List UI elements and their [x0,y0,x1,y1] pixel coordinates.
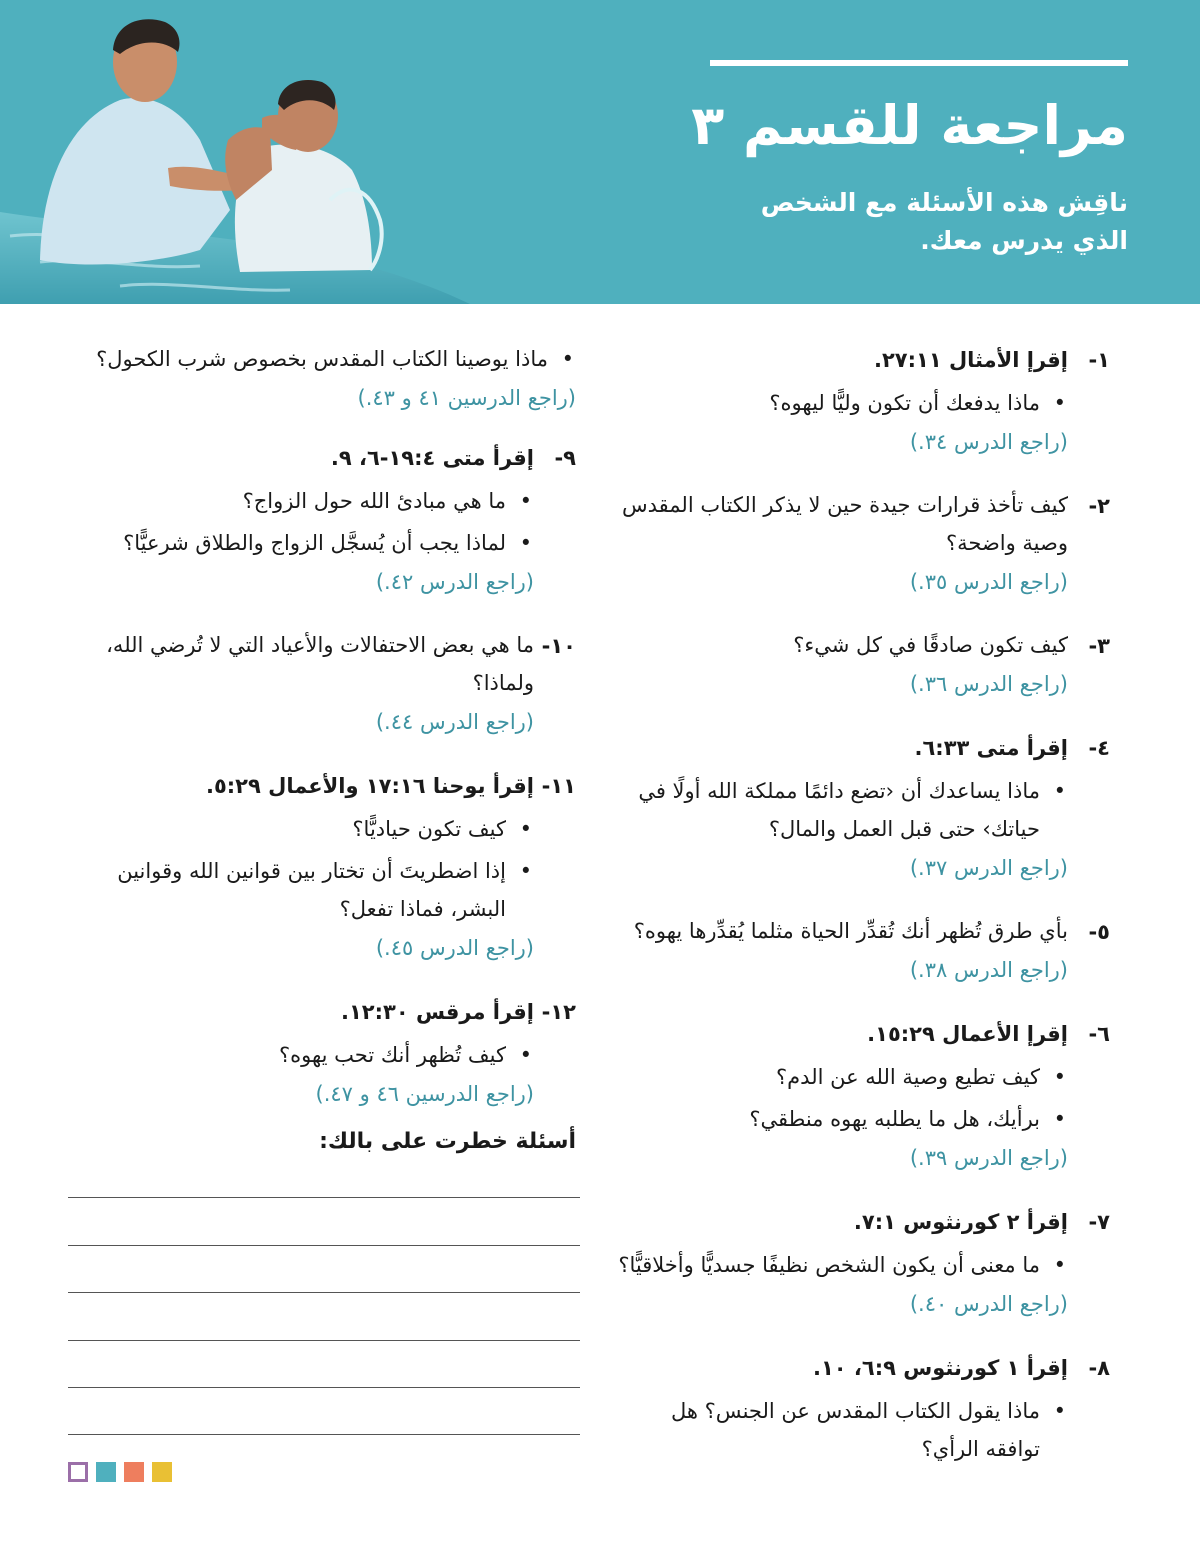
baptism-illustration [0,0,470,304]
question-bullet: • برأيك، هل ما يطلبه يهوه منطقي؟ [610,1100,1068,1138]
question-number: ٢- [1088,494,1110,518]
bullet-icon: • [1053,1399,1066,1423]
question-number: ١٢- [541,1000,576,1024]
question-number: ١٠- [541,634,576,658]
lesson-reference: (راجع الدرس ٣٨.) [909,958,1068,982]
bullet-icon: • [1053,1107,1066,1131]
question-8-continued-bullet: • ماذا يوصينا الكتاب المقدس بخصوص شرب الكحول؟ [56,340,576,378]
lesson-reference: (راجع الدرس ٣٤.) [909,430,1068,454]
bullet-icon: • [1053,391,1066,415]
page-title: مراجعة للقسم ٣ [691,94,1128,157]
note-writing-line[interactable] [68,1197,580,1198]
note-writing-line[interactable] [68,1245,580,1246]
question-number: ٥- [1088,920,1110,944]
subtitle-line-1: ناقِش هذه الأسئلة مع الشخص [760,188,1128,217]
bullet-icon: • [1053,779,1066,803]
lesson-reference: (راجع الدرس ٣٦.) [909,672,1068,696]
question-2 [610,486,1110,602]
note-writing-line[interactable] [68,1387,580,1388]
question-reading: إقرإ الأعمال ١٥:٢٩. [867,1022,1068,1046]
header-rule [710,60,1128,66]
header-banner [0,0,1200,304]
question-reading: إقرإ الأمثال ٢٧:١١. [873,348,1068,372]
lesson-reference: (راجع الدرس ٤٤.) [375,710,534,734]
question-number: ٤- [1088,736,1110,760]
question-bullet: • إذا اضطريتَ أن تختار بين قوانين الله وقوانين البشر، فماذا تفعل؟ [56,852,534,928]
question-6 [610,1014,1110,1178]
question-text: كيف تأخذ قرارات جيدة حين لا يذكر الكتاب المقدس وصية واضحة؟ [622,493,1068,555]
lesson-reference: (راجع الدرس ٣٩.) [909,1146,1068,1170]
section-square-teal [96,1462,116,1482]
question-reading: إقرأ متى ١٩:٤-٦، ٩. [330,446,534,470]
question-bullet: • كيف تكون حياديًّا؟ [56,810,534,848]
bullet-icon: • [519,1043,532,1067]
lesson-reference: (راجع الدرسين ٤١ و ٤٣.) [357,386,576,410]
lesson-reference: (راجع الدرس ٣٥.) [909,570,1068,594]
question-reading: إقرأ يوحنا ١٧:١٦ والأعمال ٥:٢٩. [205,774,534,798]
note-writing-line[interactable] [68,1340,580,1341]
question-text: بأي طرق تُظهر أنك تُقدِّر الحياة مثلما يُقدِّرها يهوه؟ [633,919,1068,943]
lesson-reference: (راجع الدرس ٣٧.) [909,856,1068,880]
question-bullet: • كيف تطيع وصية الله عن الدم؟ [610,1058,1068,1096]
question-number: ٦- [1088,1022,1110,1046]
note-writing-line[interactable] [68,1434,580,1435]
question-number: ٨- [1088,1356,1110,1380]
question-reading: إقرأ متى ٦:٣٣. [914,736,1068,760]
question-9 [56,438,576,602]
question-text: كيف تكون صادقًا في كل شيء؟ [793,633,1068,657]
question-number: ١١- [541,774,576,798]
question-11 [56,766,576,968]
question-8 [610,1348,1110,1468]
question-12 [56,992,576,1114]
question-reading: إقرأ ٢ كورنثوس ٧:١. [853,1210,1068,1234]
question-reading: إقرأ مرقس ١٢:٣٠. [341,1000,534,1024]
bullet-icon: • [1053,1065,1066,1089]
lesson-reference: (راجع الدرس ٤٢.) [375,570,534,594]
bullet-icon: • [519,489,532,513]
question-reading: إقرأ ١ كورنثوس ٦:٩، ١٠. [812,1356,1068,1380]
lesson-reference: (راجع الدرسين ٤٦ و ٤٧.) [315,1082,534,1106]
question-7 [610,1202,1110,1324]
question-bullet: • ما معنى أن يكون الشخص نظيفًا جسديًّا وأخلاقيًّا؟ [610,1246,1068,1284]
question-bullet: • لماذا يجب أن يُسجَّل الزواج والطلاق شرعيًّا؟ [56,524,534,562]
question-bullet: • ما هي مبادئ الله حول الزواج؟ [56,482,534,520]
question-number: ٧- [1088,1210,1110,1234]
question-5 [610,912,1110,990]
question-number: ١- [1088,348,1110,372]
question-bullet: • ماذا يساعدك أن ‹تضع دائمًا مملكة الله أولًا في حياتك› حتى قبل العمل والمال؟ [610,772,1068,848]
bullet-icon: • [519,817,532,841]
bullet-icon: • [1053,1253,1066,1277]
question-4 [610,728,1110,888]
page-subtitle [568,184,1128,260]
section-square-purple-outline [68,1462,88,1482]
bullet-icon: • [519,531,532,555]
question-1 [610,340,1110,462]
questions-column-right [610,340,1110,1492]
question-10 [56,626,576,742]
lesson-reference: (راجع الدرس ٤٠.) [909,1292,1068,1316]
bullet-icon: • [519,859,532,883]
subtitle-line-2: الذي يدرس معك. [920,226,1128,255]
section-square-yellow [152,1462,172,1482]
lesson-reference: (راجع الدرس ٤٥.) [375,936,534,960]
question-number: ٩- [554,446,576,470]
note-writing-line[interactable] [68,1292,580,1293]
questions-column-left [56,340,576,1138]
question-bullet: • ماذا يدفعك أن تكون وليًّا ليهوه؟ [610,384,1068,422]
question-bullet: • كيف تُظهر أنك تحب يهوه؟ [56,1036,534,1074]
question-bullet: • ماذا يقول الكتاب المقدس عن الجنس؟ هل توافقه الرأي؟ [610,1392,1068,1468]
notes-title: أسئلة خطرت على بالك: [319,1129,576,1154]
bullet-icon: • [561,347,574,371]
question-3 [610,626,1110,704]
section-square-coral [124,1462,144,1482]
question-text: ما هي بعض الاحتفالات والأعياد التي لا تُرضي الله، ولماذا؟ [106,633,534,695]
question-number: ٣- [1088,634,1110,658]
